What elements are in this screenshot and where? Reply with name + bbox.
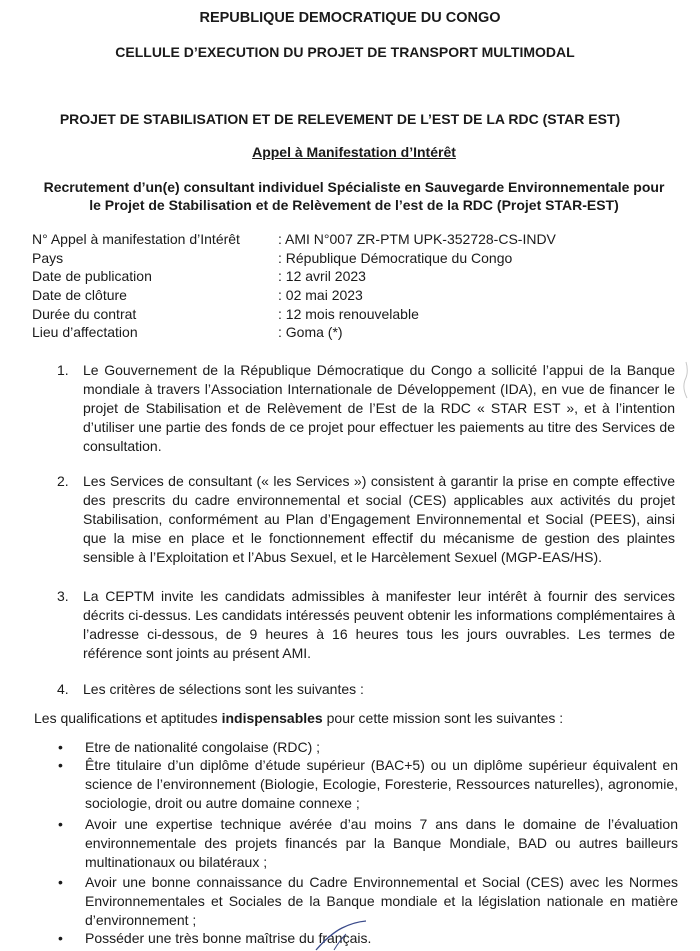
detail-value: : 02 mai 2023 xyxy=(278,287,363,304)
country-heading: REPUBLIQUE DEMOCRATIQUE DU CONGO xyxy=(199,10,501,26)
list-item xyxy=(58,738,678,757)
detail-row-reference xyxy=(32,231,672,250)
paragraph-number: 4. xyxy=(57,681,69,697)
signature-stroke xyxy=(312,920,372,951)
detail-label: Date de clôture xyxy=(32,287,127,304)
detail-row-publication-date xyxy=(32,268,672,287)
paragraph-text: Les critères de sélections sont les suivantes : xyxy=(83,681,364,697)
intro-emphasis: indispensables xyxy=(221,710,323,726)
detail-label: N° Appel à manifestation d’Intérêt xyxy=(32,231,240,247)
detail-value: : 12 avril 2023 xyxy=(278,268,366,285)
bullet-icon: • xyxy=(58,739,63,755)
detail-value: : 12 mois renouvelable xyxy=(278,305,419,322)
subject-line-2: le Projet de Stabilisation et de Relèvement de l’est de la RDC (Projet STAR-EST) xyxy=(89,197,619,213)
qualifications-intro xyxy=(34,710,563,726)
detail-label: Pays xyxy=(32,249,64,266)
bullet-icon: • xyxy=(58,874,63,890)
paragraph-text: Les Services de consultant (« les Services ») consistent à garantir la prise en compte effective des prescrits du cadre environnemental et social (CES) applicables aux activités du projet Stabilisation, conformément au Plan d’Engagement Environnemental et Social (PEES), ainsi que la mise en place et le fonctionnement effectif du mécanisme de gestion des plaintes sensible à l’Exploitation et l’Abus Sexuel, et le Harcèlement Sexuel (MGP-EAS/HS). xyxy=(83,473,675,565)
subject-line-1: Recrutement d’un(e) consultant individuel Spécialiste en Sauvegarde Environnementale pour xyxy=(43,179,665,195)
detail-label: Durée du contrat xyxy=(32,305,137,322)
subject-heading xyxy=(4,178,700,214)
paragraph-number: 3. xyxy=(57,588,69,604)
list-item-text: Avoir une bonne connaissance du Cadre Environnemental et Social (CES) avec les Normes Environnementales et Sociales de la Banque mondiale et la législation nationale en matière d’environnement ; xyxy=(85,874,678,928)
intro-text-start: Les qualifications et aptitudes xyxy=(34,710,218,726)
list-item xyxy=(58,756,678,813)
list-item-text: Être titulaire d’un diplôme d’étude supérieur (BAC+5) ou un diplôme supérieur équivalent en science de l’environnement (Biologie, Ecologie, Foresterie, Ressources naturelles), agronomie, sociologie, droit ou autre domaine connexe ; xyxy=(85,757,678,811)
scan-artifact-mark xyxy=(680,360,692,400)
intro-text-end: pour cette mission sont les suivantes : xyxy=(326,710,564,726)
bullet-icon: • xyxy=(58,816,63,832)
paragraph-number: 1. xyxy=(57,362,69,378)
detail-row-country xyxy=(32,250,672,269)
paragraph-number: 2. xyxy=(57,473,69,489)
list-item-text: Posséder une très bonne maîtrise du français. xyxy=(85,930,372,946)
detail-row-duty-station xyxy=(32,324,672,343)
detail-label: Date de publication xyxy=(32,268,152,285)
notice-details xyxy=(32,231,672,343)
detail-value: : Goma (*) xyxy=(278,324,343,341)
list-item xyxy=(58,815,678,872)
detail-row-contract-duration xyxy=(32,306,672,325)
detail-value: : République Démocratique du Congo xyxy=(278,249,513,266)
detail-value: : AMI N°007 ZR-PTM UPK-352728-CS-INDV xyxy=(278,231,556,247)
detail-row-closing-date xyxy=(32,287,672,306)
cell-heading: CELLULE D’EXECUTION DU PROJET DE TRANSPORT MULTIMODAL xyxy=(115,44,575,60)
paragraph-text: Le Gouvernement de la République Démocratique du Congo a sollicité l’appui de la Banque mondiale à travers l’Association Internationale de Développement (IDA), en vue de financer le projet de Stabilisation et de Relèvement de l’Est de la RDC « STAR EST », et à l’intention d’utiliser une partie des fonds de ce projet pour effectuer les paiements au titre des Services de consultation. xyxy=(83,362,675,454)
detail-label: Lieu d’affectation xyxy=(32,324,138,341)
paragraph-text: La CEPTM invite les candidats admissibles à manifester leur intérêt à fournir des services décrits ci-dessus. Les candidats intéressés peuvent obtenir les informations complémentaires à l’adresse ci-dessous, de 9 heures à 16 heures tous les jours ouvrables. Les termes de référence sont joints au présent AMI. xyxy=(83,588,675,661)
list-item-text: Etre de nationalité congolaise (RDC) ; xyxy=(85,739,321,755)
project-heading: PROJET DE STABILISATION ET DE RELEVEMENT DE L’EST DE LA RDC (STAR EST) xyxy=(59,111,621,127)
notice-type-heading: Appel à Manifestation d’Intérêt xyxy=(252,144,456,160)
bullet-icon: • xyxy=(58,757,63,773)
list-item-text: Avoir une expertise technique avérée d’au moins 7 ans dans le domaine de l’évaluation environnementale des projets financés par la Banque Mondiale, BAD ou autres bailleurs multinationaux ou bilatéraux ; xyxy=(85,816,678,870)
bullet-icon: • xyxy=(58,930,63,946)
